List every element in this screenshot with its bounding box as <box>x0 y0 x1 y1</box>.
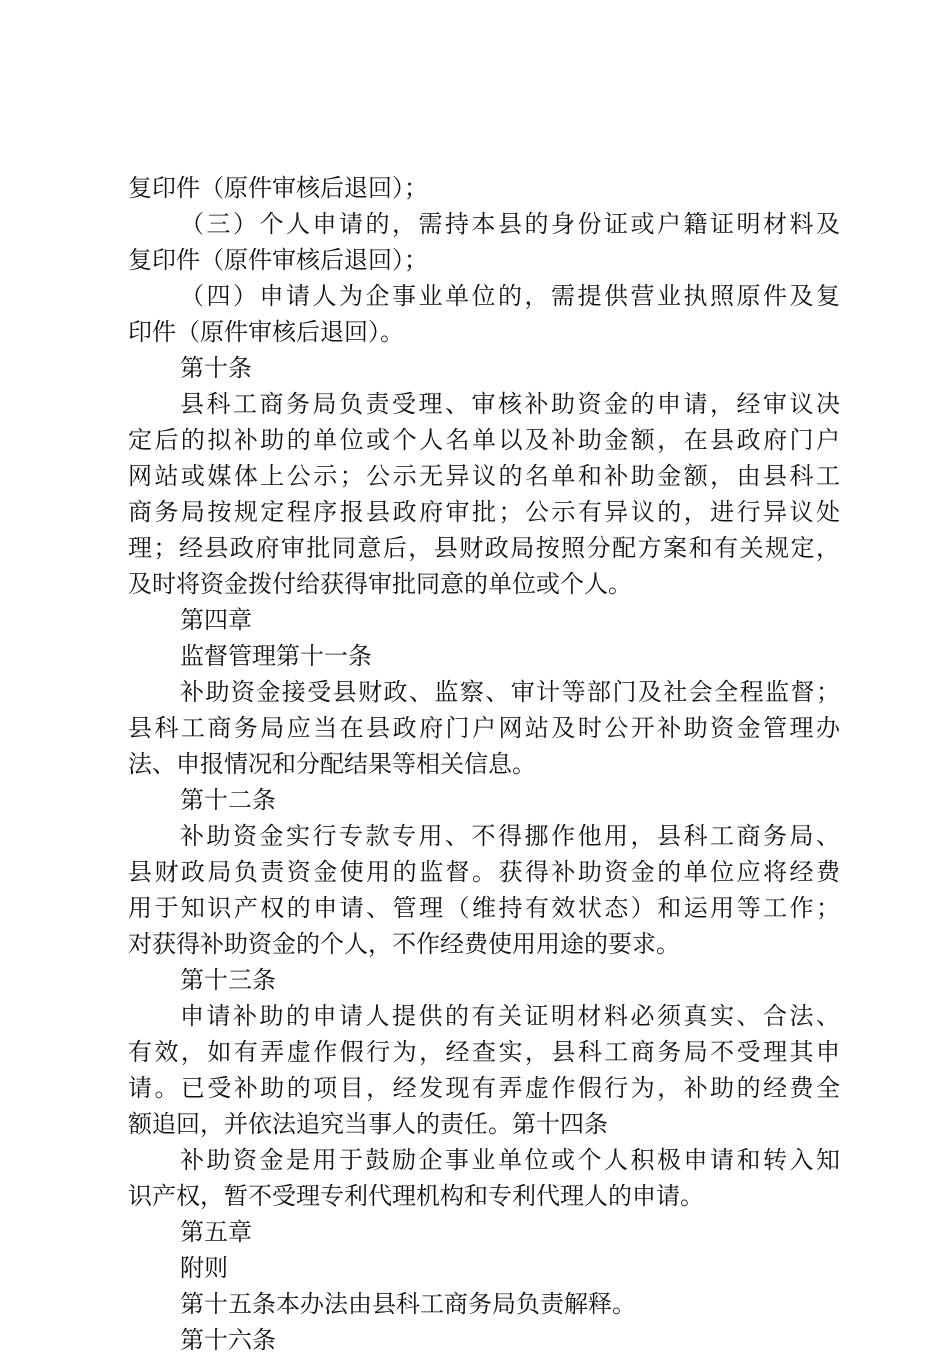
text-line: 复印件（原件审核后退回）； <box>128 246 428 274</box>
text-line: 定后的拟补助的单位或个人名单以及补助金额，在县政府门户 <box>128 426 840 454</box>
chapter-heading: 第五章 <box>180 1218 252 1246</box>
text-line: 用于知识产权的申请、管理（维持有效状态）和运用等工作； <box>128 894 840 922</box>
text-line: 额追回，并依法追究当事人的责任。第十四条 <box>128 1110 608 1138</box>
chapter-heading: 第四章 <box>180 606 252 634</box>
document-body <box>128 170 840 1358</box>
article-heading: 第十三条 <box>180 966 276 994</box>
article-heading: 第十六条 <box>180 1326 276 1354</box>
section-heading: 监督管理第十一条 <box>180 642 372 670</box>
text-line: 县财政局负责资金使用的监督。获得补助资金的单位应将经费 <box>128 858 840 886</box>
text-line: 法、申报情况和分配结果等相关信息。 <box>128 750 536 778</box>
text-line: 理；经县政府审批同意后，县财政局按照分配方案和有关规定， <box>128 534 840 562</box>
text-line: 及时将资金拨付给获得审批同意的单位或个人。 <box>128 570 632 598</box>
text-line: （四）申请人为企事业单位的，需提供营业执照原件及复 <box>180 282 840 310</box>
text-line: 申请补助的申请人提供的有关证明材料必须真实、合法、 <box>180 1002 840 1030</box>
text-line: 网站或媒体上公示；公示无异议的名单和补助金额，由县科工 <box>128 462 840 490</box>
article-heading: 第十二条 <box>180 786 276 814</box>
text-line: 县科工商务局负责受理、审核补助资金的申请，经审议决 <box>180 390 840 418</box>
text-line: 补助资金是用于鼓励企事业单位或个人积极申请和转入知 <box>180 1146 840 1174</box>
text-line: 第十五条本办法由县科工商务局负责解释。 <box>180 1290 636 1318</box>
article-heading: 第十条 <box>180 354 252 382</box>
text-line: （三）个人申请的，需持本县的身份证或户籍证明材料及 <box>180 210 840 238</box>
section-heading: 附则 <box>180 1254 228 1282</box>
text-line: 商务局按规定程序报县政府审批；公示有异议的，进行异议处 <box>128 498 840 526</box>
text-line: 有效，如有弄虚作假行为，经查实，县科工商务局不受理其申 <box>128 1038 840 1066</box>
text-line: 识产权，暂不受理专利代理机构和专利代理人的申请。 <box>128 1182 704 1210</box>
text-line: 补助资金接受县财政、监察、审计等部门及社会全程监督； <box>180 678 840 706</box>
text-line: 县科工商务局应当在县政府门户网站及时公开补助资金管理办 <box>128 714 840 742</box>
text-line: 对获得补助资金的个人，不作经费使用用途的要求。 <box>128 930 680 958</box>
text-line: 请。已受补助的项目，经发现有弄虚作假行为，补助的经费全 <box>128 1074 840 1102</box>
text-line: 印件（原件审核后退回）。 <box>128 318 404 346</box>
text-line: 复印件（原件审核后退回）； <box>128 174 428 202</box>
text-line: 补助资金实行专款专用、不得挪作他用，县科工商务局、 <box>180 822 840 850</box>
